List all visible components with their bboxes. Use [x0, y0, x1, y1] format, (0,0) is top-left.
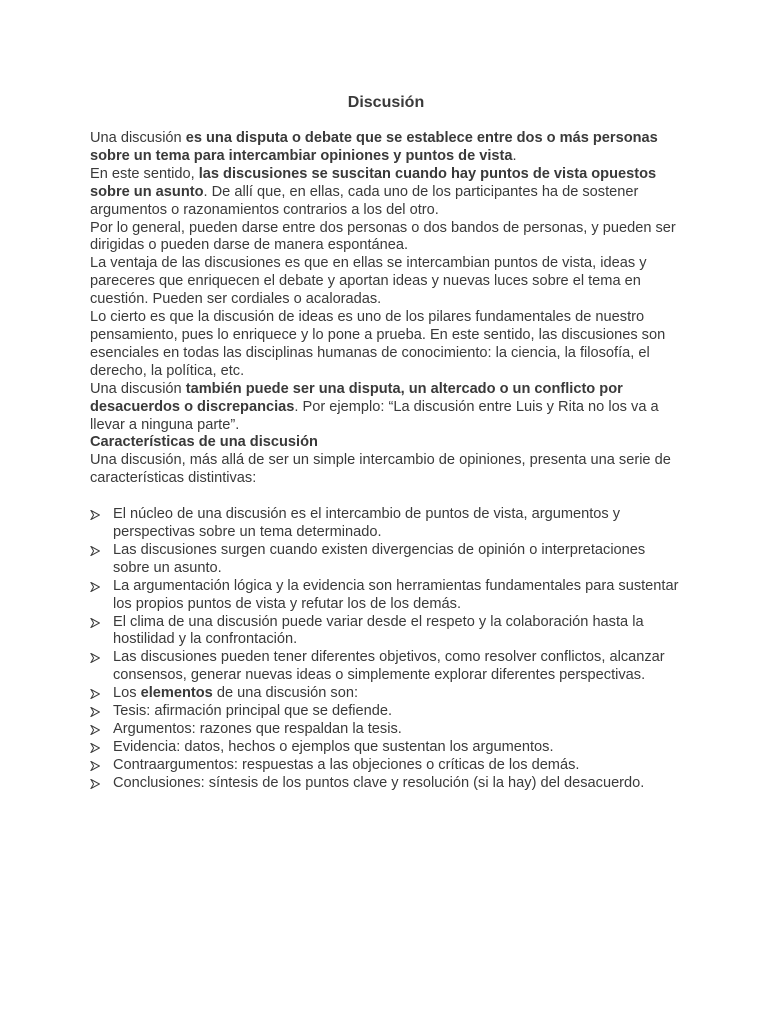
- text-segment: Conclusiones: síntesis de los puntos clave y resolución (si la hay) del desacuerdo.: [113, 774, 645, 791]
- list-item: [90, 703, 682, 721]
- bold-text-segment: elementos: [140, 685, 213, 702]
- arrowhead-bullet-icon: [90, 743, 100, 753]
- list-item: [90, 542, 682, 578]
- list-item: [90, 685, 682, 703]
- text-segment: Las discusiones pueden tener diferentes objetivos, como resolver conflictos, alcanzar consensos, generar nuevas ideas o simplemente explorar diferentes perspectivas.: [113, 649, 665, 684]
- arrowhead-bullet-icon: [90, 689, 100, 699]
- body-paragraph: [90, 381, 682, 435]
- body-paragraph: [90, 452, 682, 488]
- list-item: [90, 614, 682, 650]
- text-segment: La argumentación lógica y la evidencia son herramientas fundamentales para sustentar los propios puntos de vista y refutar los de los demás.: [113, 577, 679, 612]
- body-paragraph: [90, 220, 682, 256]
- text-segment: Una discusión: [90, 130, 186, 146]
- arrowhead-bullet-icon: [90, 707, 100, 717]
- characteristics-list: [90, 506, 682, 793]
- arrowhead-bullet-icon: [90, 761, 100, 771]
- bold-text-segment: también puede ser una disputa, un altercado o un conflicto por desacuerdos o discrepancias: [90, 380, 623, 415]
- text-segment: Las discusiones surgen cuando existen divergencias de opinión o interpretaciones sobre un asunto.: [113, 541, 646, 576]
- list-item: [90, 721, 682, 739]
- text-segment: El clima de una discusión puede variar desde el respeto y la colaboración hasta la hostilidad y la confrontación.: [113, 613, 644, 648]
- text-segment: Una discusión: [90, 380, 186, 397]
- bold-text-segment: Características de una discusión: [90, 434, 318, 451]
- list-item: [90, 506, 682, 542]
- bold-text-segment: las discusiones se suscitan cuando hay puntos de vista opuestos sobre un asunto: [90, 165, 657, 200]
- body-paragraph: [90, 434, 682, 452]
- list-item: [90, 757, 682, 775]
- list-item: [90, 578, 682, 614]
- text-segment: El núcleo de una discusión es el intercambio de puntos de vista, argumentos y perspectivas sobre un tema determinado.: [113, 506, 621, 541]
- document-title: Discusión: [347, 94, 425, 111]
- list-item: [90, 775, 682, 793]
- text-segment: Evidencia: datos, hechos o ejemplos que sustentan los argumentos.: [113, 738, 554, 755]
- document-page: [90, 93, 682, 793]
- arrowhead-bullet-icon: [90, 779, 100, 789]
- body-paragraph: [90, 309, 682, 381]
- text-segment: Por lo general, pueden darse entre dos personas o dos bandos de personas, y pueden ser dirigidas o pueden darse de manera espontánea.: [90, 219, 676, 254]
- text-segment: Contraargumentos: respuestas a las objeciones o críticas de los demás.: [113, 756, 580, 773]
- body-paragraph: [90, 166, 682, 220]
- arrowhead-bullet-icon: [90, 510, 100, 520]
- text-segment: . Por ejemplo: “La discusión entre Luis y Rita no los va a llevar a ninguna parte”.: [90, 398, 659, 433]
- arrowhead-bullet-icon: [90, 653, 100, 663]
- arrowhead-bullet-icon: [90, 546, 100, 556]
- text-segment: Tesis: afirmación principal que se defiende.: [113, 703, 393, 720]
- paragraph-gap: [90, 488, 682, 506]
- arrowhead-bullet-icon: [90, 618, 100, 628]
- text-segment: Lo cierto es que la discusión de ideas es uno de los pilares fundamentales de nuestro pensamiento, pues lo enriquece y lo pone a prueba. En este sentido, las discusiones son esenciales en todas las disciplinas humanas de conocimiento: la ciencia, la filosofía, el derecho, la política, etc.: [90, 309, 666, 379]
- text-segment: En este sentido,: [90, 165, 199, 182]
- text-segment: .: [512, 147, 517, 164]
- arrowhead-bullet-icon: [90, 725, 100, 735]
- body-paragraph: [90, 130, 682, 166]
- text-segment: Una discusión, más allá de ser un simple intercambio de opiniones, presenta una serie de características distintivas:: [90, 452, 671, 487]
- document-body: [90, 130, 682, 488]
- arrowhead-bullet-icon: [90, 582, 100, 592]
- text-segment: . De allí que, en ellas, cada uno de los participantes ha de sostener argumentos o razonamientos contrarios a los del otro.: [90, 183, 639, 218]
- text-segment: Argumentos: razones que respaldan la tesis.: [113, 721, 402, 737]
- list-item: [90, 739, 682, 757]
- text-segment: La ventaja de las discusiones es que en ellas se intercambian puntos de vista, ideas y pareceres que enriquecen el debate y aportan ideas y nuevas luces sobre el tema en cuestión. Pueden ser cordiales o acaloradas.: [90, 255, 647, 308]
- text-segment: Los: [113, 685, 141, 702]
- bold-text-segment: es una disputa o debate que se establece entre dos o más personas sobre un tema para intercambiar opiniones y puntos de vista: [90, 130, 658, 164]
- body-paragraph: [90, 255, 682, 309]
- text-segment: de una discusión son:: [212, 685, 359, 702]
- list-item: [90, 649, 682, 685]
